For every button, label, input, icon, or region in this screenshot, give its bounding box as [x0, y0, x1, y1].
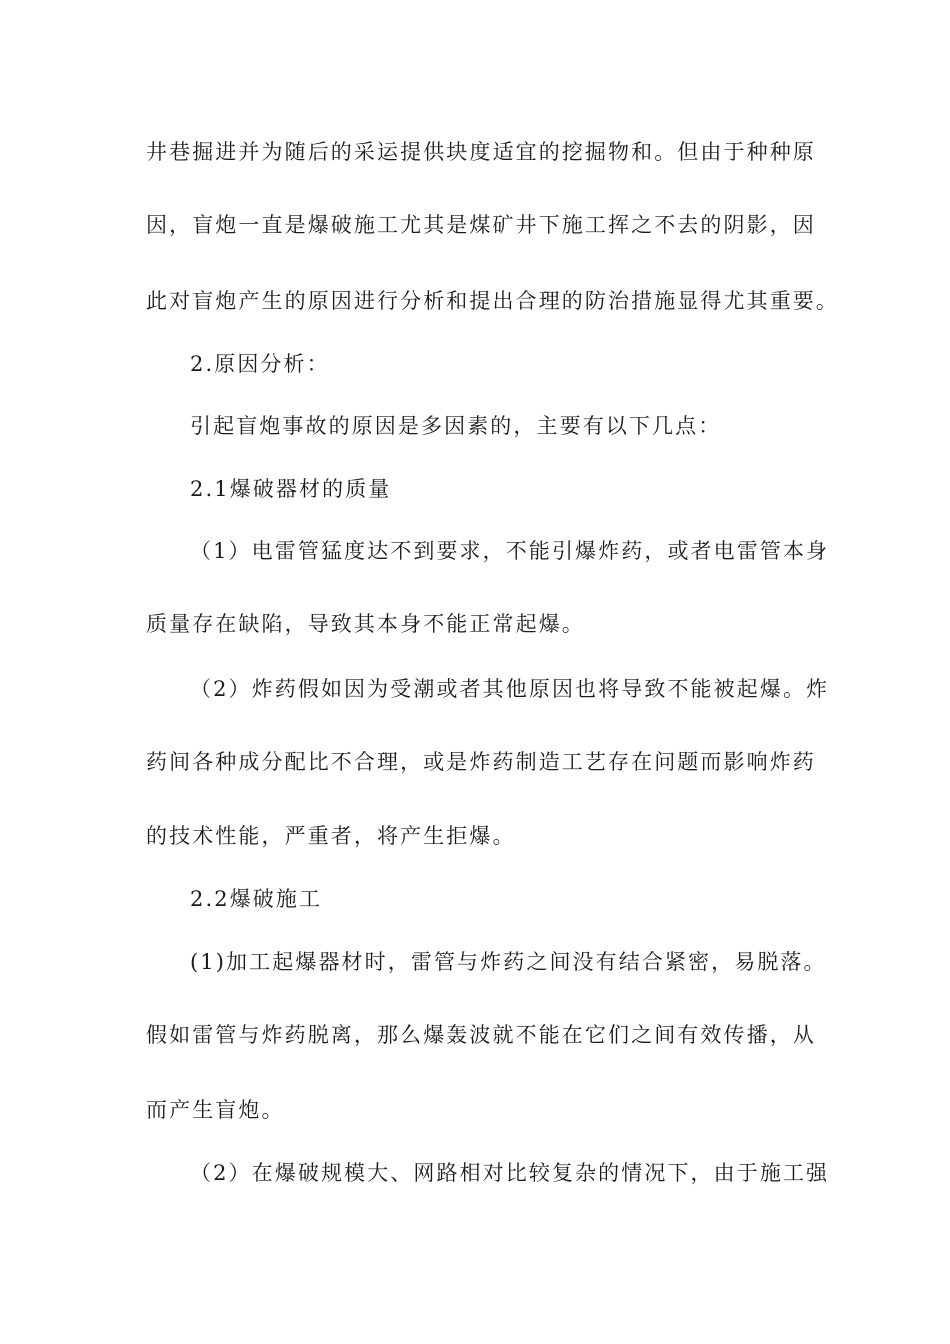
list-item-line: 假如雷管与炸药脱离，那么爆轰波就不能在它们之间有效传播，从 — [146, 1023, 816, 1047]
paragraph-line: 此对盲炮产生的原因进行分析和提出合理的防治措施显得尤其重要。 — [146, 289, 839, 313]
list-item-line: （2）在爆破规模大、网路相对比较复杂的情况下，由于施工强 — [190, 1161, 830, 1185]
list-item-line: （1）电雷管猛度达不到要求，不能引爆炸药，或者电雷管本身 — [190, 539, 830, 563]
paragraph-line: 井巷掘进并为随后的采运提供块度适宜的挖掘物和。但由于种种原 — [146, 140, 816, 164]
subsection-heading: 2.1爆破器材的质量 — [190, 477, 392, 501]
paragraph-line: 因，盲炮一直是爆破施工尤其是煤矿井下施工挥之不去的阴影，因 — [146, 213, 816, 237]
paragraph-line: 引起盲炮事故的原因是多因素的，主要有以下几点： — [190, 414, 722, 438]
section-heading: 2.原因分析： — [190, 352, 330, 376]
subsection-heading: 2.2爆破施工 — [190, 887, 323, 911]
list-item-line: 的技术性能，严重者，将产生拒爆。 — [146, 824, 516, 848]
list-item-line: 药间各种成分配比不合理，或是炸药制造工艺存在问题而影响炸药 — [146, 750, 816, 774]
list-item-line: （2）炸药假如因为受潮或者其他原因也将导致不能被起爆。炸 — [190, 677, 830, 701]
list-item-line: 质量存在缺陷，导致其本身不能正常起爆。 — [146, 612, 585, 636]
list-item-line: (1)加工起爆器材时，雷管与炸药之间没有结合紧密，易脱落。 — [190, 950, 827, 974]
list-item-line: 而产生盲炮。 — [146, 1098, 285, 1122]
